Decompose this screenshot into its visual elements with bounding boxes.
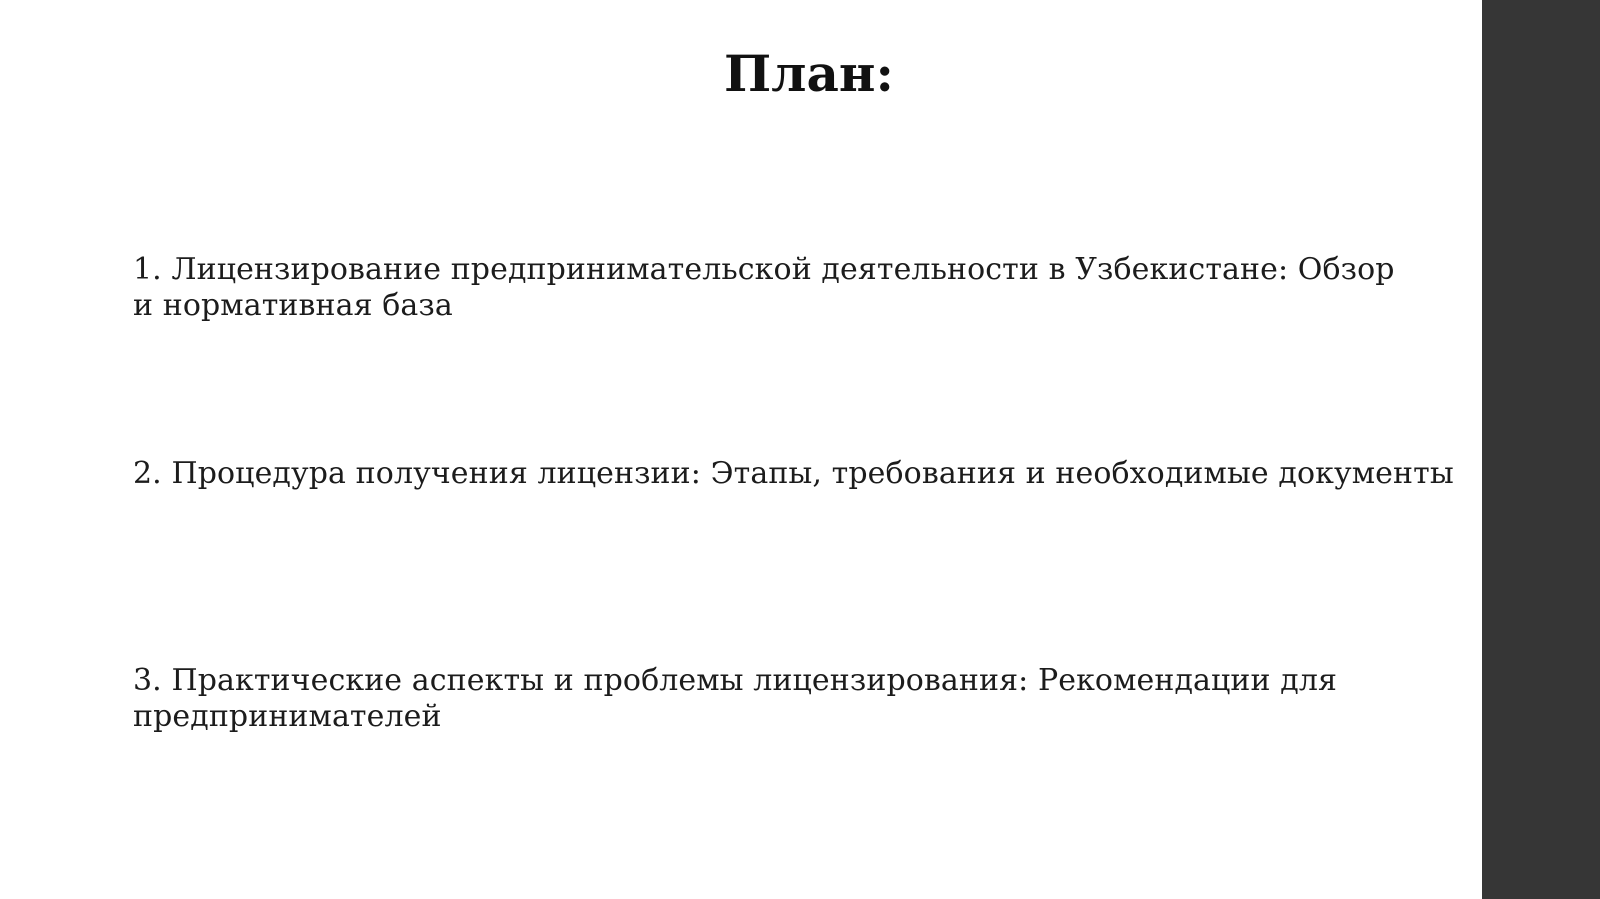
plan-item-1: 1. Лицензирование предпринимательской деятельности в Узбекистане: Обзор и нормативная база [133,252,1395,323]
plan-item-3: 3. Практические аспекты и проблемы лицензирования: Рекомендации для предпринимателей [133,663,1338,734]
dark-side-panel [1482,0,1600,899]
plan-item-2: 2. Процедура получения лицензии: Этапы, требования и необходимые документы [133,456,1454,491]
slide-title: План: [724,44,894,103]
